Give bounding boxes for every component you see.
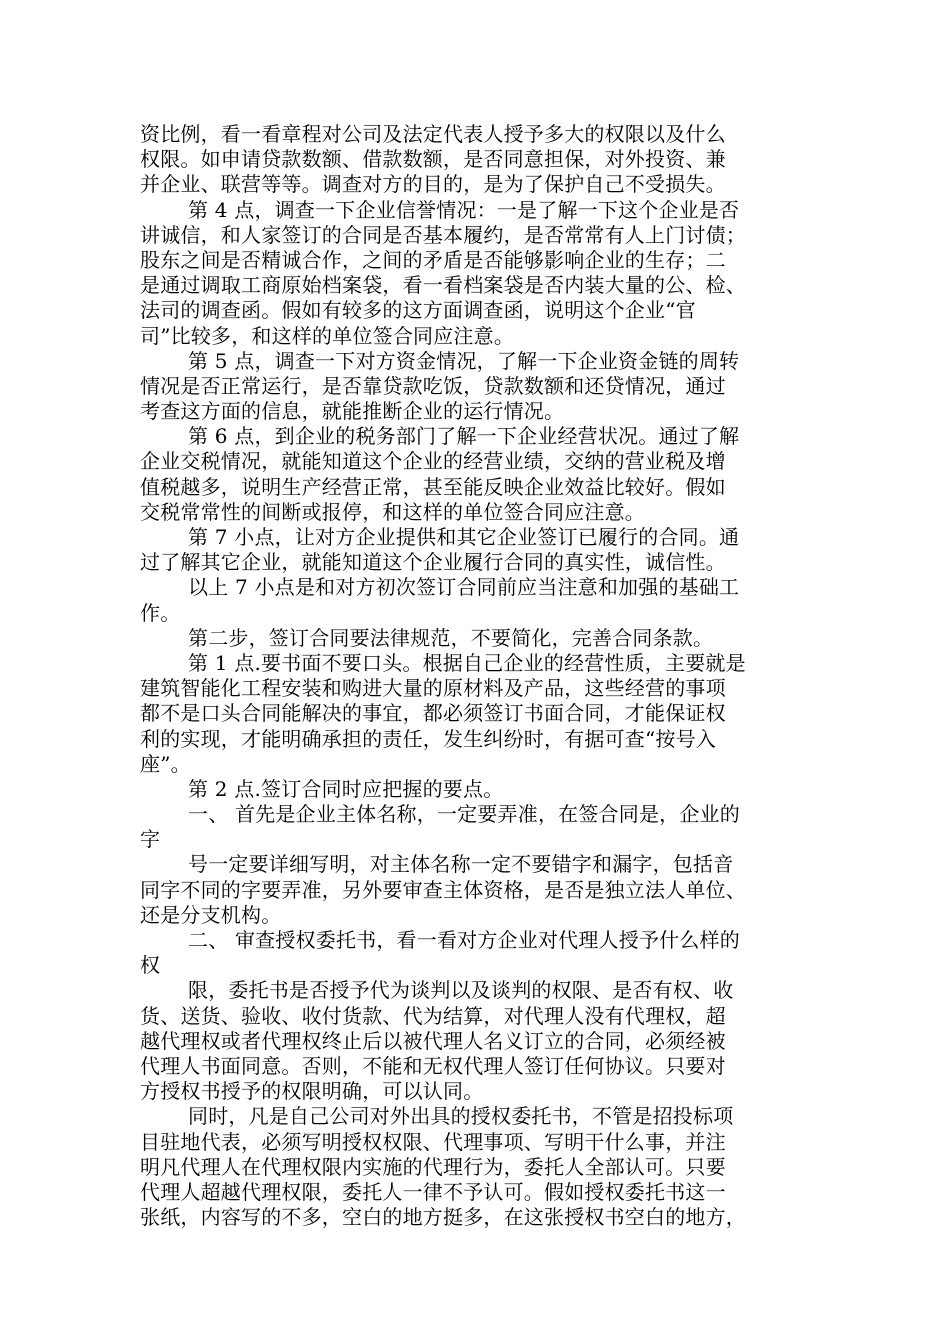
text-line: 以上 7 小点是和对方初次签订合同前应当注意和加强的基础工 (188, 575, 740, 600)
text-line: 张纸，内容写的不多，空白的地方挺多，在这张授权书空白的地方， (140, 1205, 746, 1230)
text-line: 权限。如申请贷款数额、借款数额，是否同意担保，对外投资、兼 (140, 147, 726, 172)
text-line: 资比例，看一看章程对公司及法定代表人授予多大的权限以及什么 (140, 122, 726, 146)
text-line: 二、 审查授权委托书，看一看对方企业对代理人授予什么样的 (188, 928, 740, 952)
text-line: 是通过调取工商原始档案袋，看一看档案袋是否内装大量的公、检、 (140, 273, 746, 298)
text-line: 考查这方面的信息，就能推断企业的运行情况。 (140, 399, 565, 424)
text-line: 目驻地代表，必须写明授权权限、代理事项、写明干什么事，并注 (140, 1129, 726, 1154)
text-line: 企业交税情况，就能知道这个企业的经营业绩，交纳的营业税及增 (140, 449, 726, 474)
text-line: 第 7 小点，让对方企业提供和其它企业签订已履行的合同。通 (188, 525, 740, 549)
text-line: 法司的调查函。假如有较多的这方面调查函，说明这个企业“官 (140, 298, 696, 323)
text-line: 同字不同的字要弄准，另外要审查主体资格，是否是独立法人单位、 (140, 877, 746, 902)
text-line: 座”。 (140, 751, 191, 776)
text-line: 代理人书面同意。否则，不能和无权代理人签订任何协议。只要对 (140, 1053, 726, 1078)
text-line: 第 4 点，调查一下企业信誉情况：一是了解一下这个企业是否 (188, 197, 740, 222)
text-line: 并企业、联营等等。调查对方的目的，是为了保护自己不受损失。 (140, 172, 726, 197)
text-line: 交税常常性的间断或报停，和这样的单位签合同应注意。 (140, 499, 645, 524)
text-line: 方授权书授予的权限明确，可以认同。 (140, 1079, 484, 1104)
text-line: 同时，凡是自己公司对外出具的授权委托书，不管是招投标项 (188, 1104, 734, 1129)
text-line: 权 (140, 953, 161, 978)
text-line: 字 (140, 827, 161, 852)
text-line: 第 6 点，到企业的税务部门了解一下企业经营状况。通过了解 (188, 424, 740, 449)
text-line: 过了解其它企业，就能知道这个企业履行合同的真实性，诚信性。 (140, 550, 726, 575)
text-line: 讲诚信，和人家签订的合同是否基本履约，是否常常有人上门讨债； (140, 222, 746, 247)
text-line: 司”比较多，和这样的单位签合同应注意。 (140, 323, 515, 348)
text-line: 第二步，签订合同要法律规范，不要简化，完善合同条款。 (188, 625, 714, 650)
text-line: 作。 (140, 600, 181, 625)
text-line: 第 1 点.要书面不要口头。根据自己企业的经营性质，主要就是 (188, 650, 746, 675)
text-line: 货、送货、验收、收付货款、代为结算，对代理人没有代理权，超 (140, 1003, 726, 1028)
text-line: 代理人超越代理权限，委托人一律不予认可。假如授权委托书这一 (140, 1179, 726, 1204)
text-line: 第 2 点.签订合同时应把握的要点。 (188, 776, 504, 801)
text-line: 第 5 点，调查一下对方资金情况，了解一下企业资金链的周转 (188, 348, 740, 373)
text-line: 还是分支机构。 (140, 902, 282, 927)
text-line: 情况是否正常运行，是否靠贷款吃饭，贷款数额和还贷情况，通过 (140, 373, 726, 398)
text-line: 股东之间是否精诚合作，之间的矛盾是否能够影响企业的生存；二 (140, 247, 726, 272)
text-line: 限，委托书是否授予代为谈判以及谈判的权限、是否有权、收 (188, 978, 734, 1003)
text-line: 一、 首先是企业主体名称，一定要弄准，在签合同是，企业的 (188, 802, 740, 827)
text-line: 号一定要详细写明，对主体名称一定不要错字和漏字，包括音 (188, 852, 734, 877)
document-body (140, 122, 808, 1230)
text-line: 建筑智能化工程安装和购进大量的原材料及产品，这些经营的事项 (140, 676, 726, 701)
text-line: 值税越多，说明生产经营正常，甚至能反映企业效益比较好。假如 (140, 474, 726, 499)
text-line: 明凡代理人在代理权限内实施的代理行为，委托人全部认可。只要 (140, 1154, 726, 1179)
text-line: 越代理权或者代理权终止后以被代理人名义订立的合同，必须经被 (140, 1028, 726, 1053)
text-line: 都不是口头合同能解决的事宜，都必须签订书面合同，才能保证权 (140, 701, 726, 726)
text-line: 利的实现，才能明确承担的责任，发生纠纷时，有据可查“按号入 (140, 726, 717, 751)
